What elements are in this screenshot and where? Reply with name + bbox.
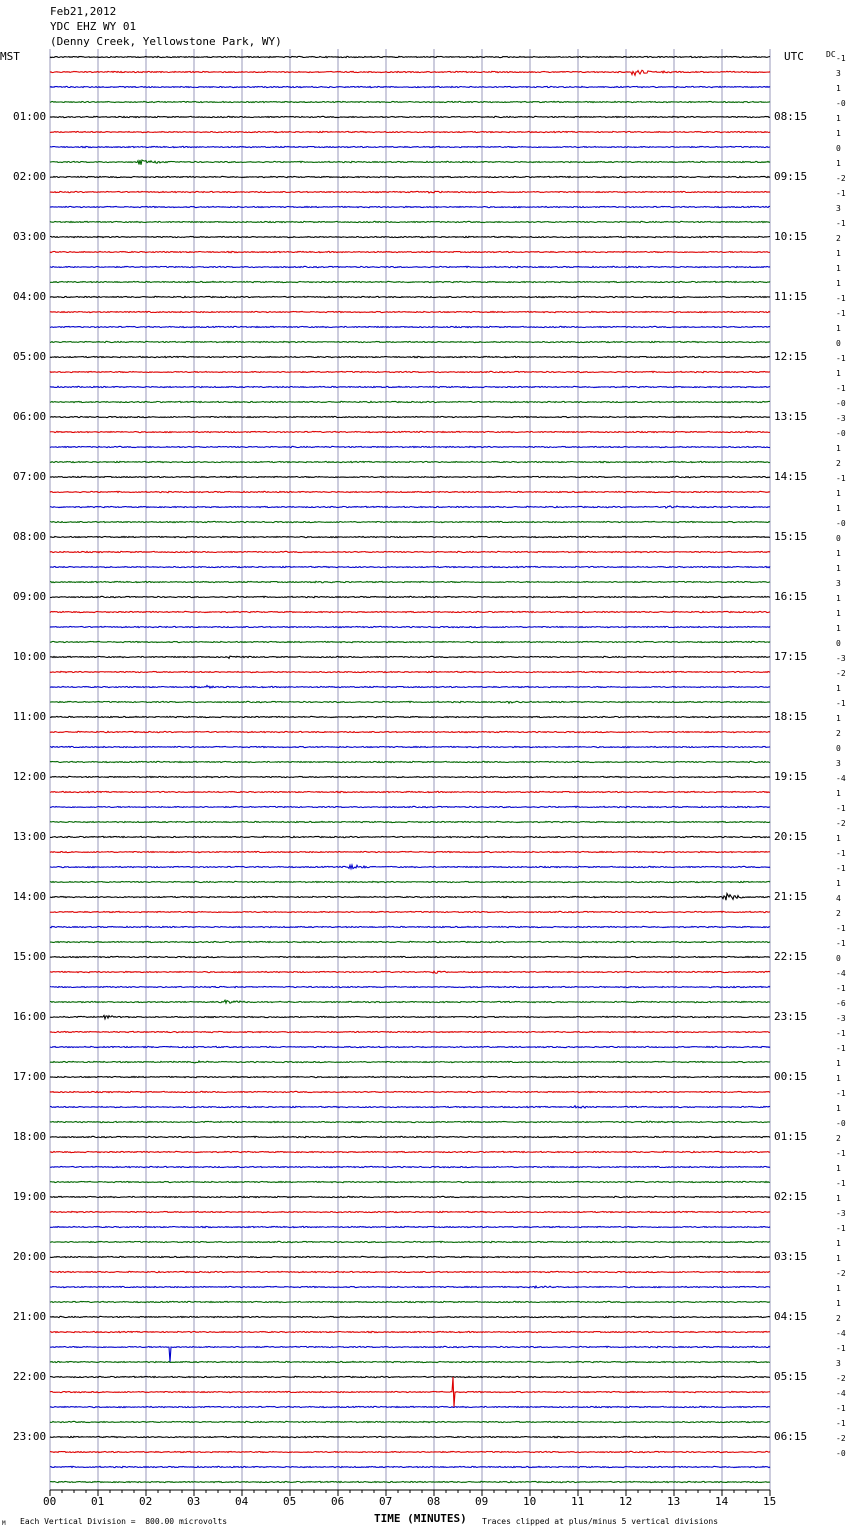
clip-note: Traces clipped at plus/minus 5 vertical divisions	[482, 1517, 719, 1526]
trace-line	[50, 1301, 770, 1302]
x-tick-label: 05	[283, 1495, 297, 1508]
trace-line	[50, 671, 770, 672]
trace-line	[50, 701, 770, 703]
date-label: Feb21,2012	[50, 5, 117, 18]
dc-offset-label: -1	[836, 1404, 846, 1413]
trace-line	[50, 731, 770, 732]
trace-line	[50, 1211, 770, 1212]
utc-hour-label: 08:15	[774, 110, 808, 123]
trace-line	[50, 326, 770, 327]
mst-hour-label: 16:00	[13, 1010, 47, 1023]
dc-offset-label: -1	[836, 864, 846, 873]
trace-line	[50, 1091, 770, 1092]
dc-offset-label: 0	[836, 144, 841, 153]
trace-line	[50, 221, 770, 222]
mst-hour-label: 08:00	[13, 530, 47, 543]
trace-line	[50, 476, 770, 477]
dc-offset-label: -1	[836, 849, 846, 858]
utc-hour-label: 18:15	[774, 710, 808, 723]
utc-hour-label: 13:15	[774, 410, 808, 423]
trace-line	[50, 1256, 770, 1257]
mst-hour-label: 14:00	[13, 890, 47, 903]
trace-line	[50, 746, 770, 747]
dc-offset-label: -2	[836, 1434, 846, 1443]
trace-line	[50, 1046, 770, 1047]
dc-offset-label: -1	[836, 984, 846, 993]
dc-offset-label: -2	[836, 174, 846, 183]
trace-line	[50, 446, 770, 447]
mst-hour-label: 12:00	[13, 770, 47, 783]
dc-offset-label: 4	[836, 894, 841, 903]
trace-line	[50, 611, 770, 612]
dc-offset-label: 1	[836, 84, 841, 93]
dc-offset-label: 1	[836, 444, 841, 453]
mst-hour-label: 09:00	[13, 590, 47, 603]
trace-line	[50, 146, 770, 147]
mst-hour-label: 03:00	[13, 230, 47, 243]
dc-offset-label: -3	[836, 654, 846, 663]
dc-offset-label: -1	[836, 384, 846, 393]
utc-hour-label: 06:15	[774, 1430, 808, 1443]
trace-line	[50, 1121, 770, 1122]
dc-offset-label: 1	[836, 1059, 841, 1068]
trace-line	[50, 251, 770, 252]
utc-hour-label: 17:15	[774, 650, 808, 663]
dc-offset-label: 2	[836, 729, 841, 738]
dc-offset-label: -2	[836, 669, 846, 678]
dc-offset-label: 1	[836, 249, 841, 258]
trace-line	[50, 986, 770, 987]
dc-offset-label: 1	[836, 324, 841, 333]
dc-offset-label: -1	[836, 1224, 846, 1233]
dc-offset-label: 1	[836, 1194, 841, 1203]
trace-line	[50, 1286, 770, 1288]
utc-hour-label: 09:15	[774, 170, 808, 183]
x-tick-label: 01	[91, 1495, 105, 1508]
dc-offset-label: 1	[836, 159, 841, 168]
dc-offset-label: -2	[836, 819, 846, 828]
dc-offset-label: 1	[836, 489, 841, 498]
trace-line	[50, 266, 770, 267]
trace-line	[50, 685, 770, 687]
trace-line	[50, 1346, 770, 1362]
mst-hour-label: 11:00	[13, 710, 47, 723]
dc-offset-label: 1	[836, 684, 841, 693]
dc-offset-label: 2	[836, 909, 841, 918]
dc-offset-label: 2	[836, 1314, 841, 1323]
dc-offset-label: 0	[836, 639, 841, 648]
utc-hour-label: 03:15	[774, 1250, 808, 1263]
trace-line	[50, 1316, 770, 1317]
trace-line	[50, 536, 770, 537]
x-tick-label: 13	[667, 1495, 681, 1508]
dc-offset-label: -0	[836, 429, 846, 438]
dc-axis-title: DC	[826, 50, 836, 59]
dc-offset-label: 1	[836, 789, 841, 798]
dc-offset-label: -0	[836, 1449, 846, 1458]
dc-offset-label: 3	[836, 69, 841, 78]
mst-hour-label: 15:00	[13, 950, 47, 963]
mst-hour-label: 19:00	[13, 1190, 47, 1203]
trace-line	[50, 851, 770, 852]
utc-hour-label: 10:15	[774, 230, 808, 243]
trace-line	[50, 1106, 770, 1108]
dc-offset-label: -1	[836, 474, 846, 483]
trace-line	[50, 1361, 770, 1362]
dc-offset-label: 1	[836, 1164, 841, 1173]
utc-axis-title: UTC	[784, 50, 804, 63]
dc-offset-label: -6	[836, 999, 846, 1008]
trace-line	[50, 581, 770, 582]
mst-hour-label: 21:00	[13, 1310, 47, 1323]
trace-line	[50, 1271, 770, 1272]
trace-line	[50, 236, 770, 237]
x-tick-label: 11	[571, 1495, 585, 1508]
trace-line	[50, 56, 770, 57]
dc-offset-label: -1	[836, 1179, 846, 1188]
trace-line	[50, 281, 770, 282]
trace-line	[50, 865, 770, 869]
trace-line	[50, 1000, 770, 1003]
mst-hour-label: 02:00	[13, 170, 47, 183]
trace-line	[50, 176, 770, 177]
dc-offset-label: 1	[836, 1239, 841, 1248]
dc-offset-label: -3	[836, 1209, 846, 1218]
trace-line	[50, 1377, 770, 1407]
dc-offset-label: 1	[836, 609, 841, 618]
trace-line	[50, 1436, 770, 1437]
dc-offset-label: -3	[836, 1014, 846, 1023]
trace-line	[50, 971, 770, 973]
dc-offset-label: -1	[836, 1089, 846, 1098]
utc-hour-label: 00:15	[774, 1070, 808, 1083]
trace-line	[50, 626, 770, 627]
utc-hour-label: 19:15	[774, 770, 808, 783]
utc-hour-label: 14:15	[774, 470, 808, 483]
trace-line	[50, 1151, 770, 1152]
trace-line	[50, 566, 770, 567]
trace-line	[50, 821, 770, 822]
x-tick-label: 08	[427, 1495, 441, 1508]
trace-line	[50, 1076, 770, 1077]
trace-line	[50, 776, 770, 777]
utc-hour-label: 02:15	[774, 1190, 808, 1203]
dc-offset-label: 1	[836, 129, 841, 138]
trace-line	[50, 1181, 770, 1182]
dc-offset-label: -1	[836, 309, 846, 318]
dc-offset-label: 1	[836, 1074, 841, 1083]
trace-line	[50, 491, 770, 492]
utc-hour-label: 12:15	[774, 350, 808, 363]
trace-line	[50, 941, 770, 942]
dc-offset-label: 1	[836, 879, 841, 888]
dc-offset-label: -1	[836, 1044, 846, 1053]
dc-offset-label: 0	[836, 339, 841, 348]
utc-hour-label: 04:15	[774, 1310, 808, 1323]
dc-offset-label: -4	[836, 1329, 846, 1338]
x-tick-label: 04	[235, 1495, 249, 1508]
dc-offset-label: -1	[836, 54, 846, 63]
trace-line	[50, 101, 770, 102]
dc-offset-label: 0	[836, 534, 841, 543]
dc-offset-label: 2	[836, 1134, 841, 1143]
trace-line	[50, 1421, 770, 1422]
trace-line	[50, 86, 770, 87]
dc-offset-label: -4	[836, 774, 846, 783]
dc-offset-label: -1	[836, 699, 846, 708]
dc-offset-label: 1	[836, 279, 841, 288]
utc-hour-label: 21:15	[774, 890, 808, 903]
location-label: (Denny Creek, Yellowstone Park, WY)	[50, 35, 282, 48]
dc-offset-label: 0	[836, 954, 841, 963]
dc-offset-label: -1	[836, 1149, 846, 1158]
utc-hour-label: 05:15	[774, 1370, 808, 1383]
trace-line	[50, 926, 770, 927]
trace-line	[50, 386, 770, 387]
trace-line	[50, 836, 770, 837]
mst-hour-label: 01:00	[13, 110, 47, 123]
trace-line	[50, 416, 770, 417]
utc-hour-label: 22:15	[774, 950, 808, 963]
dc-offset-label: -1	[836, 804, 846, 813]
dc-offset-label: -1	[836, 1029, 846, 1038]
dc-offset-label: -4	[836, 969, 846, 978]
mst-hour-label: 18:00	[13, 1130, 47, 1143]
dc-offset-label: -0	[836, 519, 846, 528]
dc-offset-label: -0	[836, 1119, 846, 1128]
trace-line	[50, 1136, 770, 1137]
dc-offset-label: 3	[836, 1359, 841, 1368]
trace-line	[50, 911, 770, 912]
trace-line	[50, 596, 770, 597]
trace-line	[50, 1015, 770, 1018]
trace-line	[50, 431, 770, 432]
scale-note: Each Vertical Division = 800.00 microvolts	[20, 1517, 228, 1526]
mst-hour-label: 06:00	[13, 410, 47, 423]
dc-offset-label: 1	[836, 624, 841, 633]
trace-line	[50, 311, 770, 312]
trace-line	[50, 1061, 770, 1063]
x-tick-label: 15	[763, 1495, 777, 1508]
dc-offset-label: -0	[836, 399, 846, 408]
trace-line	[50, 371, 770, 372]
x-tick-label: 00	[43, 1495, 57, 1508]
trace-line	[50, 1226, 770, 1227]
mst-hour-label: 07:00	[13, 470, 47, 483]
trace-line	[50, 641, 770, 642]
trace-line	[50, 1196, 770, 1197]
dc-offset-label: 1	[836, 714, 841, 723]
corner-mark: M	[2, 1520, 6, 1527]
dc-offset-label: -1	[836, 294, 846, 303]
dc-offset-label: 1	[836, 1284, 841, 1293]
utc-hour-label: 20:15	[774, 830, 808, 843]
utc-hour-label: 11:15	[774, 290, 808, 303]
trace-line	[50, 191, 770, 193]
x-tick-label: 06	[331, 1495, 345, 1508]
mst-hour-label: 13:00	[13, 830, 47, 843]
trace-line	[50, 881, 770, 882]
trace-line	[50, 956, 770, 957]
x-tick-label: 07	[379, 1495, 393, 1508]
mst-hour-label: 04:00	[13, 290, 47, 303]
x-tick-label: 09	[475, 1495, 489, 1508]
dc-offset-label: -0	[836, 99, 846, 108]
trace-line	[50, 116, 770, 117]
dc-offset-label: 3	[836, 204, 841, 213]
trace-line	[50, 1166, 770, 1167]
dc-offset-label: 1	[836, 594, 841, 603]
dc-offset-label: 1	[836, 1104, 841, 1113]
dc-offset-label: 1	[836, 114, 841, 123]
dc-offset-label: -2	[836, 1374, 846, 1383]
mst-hour-label: 22:00	[13, 1370, 47, 1383]
dc-offset-label: -4	[836, 1389, 846, 1398]
utc-hour-label: 23:15	[774, 1010, 808, 1023]
dc-offset-label: 1	[836, 1299, 841, 1308]
trace-line	[50, 401, 770, 402]
dc-offset-label: -1	[836, 924, 846, 933]
x-tick-label: 14	[715, 1495, 729, 1508]
dc-offset-label: 1	[836, 369, 841, 378]
x-axis-ticks	[50, 1490, 770, 1496]
utc-hour-label: 15:15	[774, 530, 808, 543]
trace-line	[50, 806, 770, 807]
trace-line	[50, 1451, 770, 1452]
trace-line	[50, 1466, 770, 1467]
dc-offset-label: 1	[836, 549, 841, 558]
x-tick-label: 10	[523, 1495, 537, 1508]
dc-offset-label: 1	[836, 564, 841, 573]
trace-line	[50, 1331, 770, 1332]
seismic-traces	[50, 56, 770, 1482]
dc-offset-label: -1	[836, 219, 846, 228]
dc-offset-label: 3	[836, 759, 841, 768]
dc-offset-label: -1	[836, 939, 846, 948]
utc-hour-label: 16:15	[774, 590, 808, 603]
trace-line	[50, 551, 770, 552]
trace-line	[50, 1241, 770, 1242]
mst-hour-label: 05:00	[13, 350, 47, 363]
trace-line	[50, 1481, 770, 1482]
trace-line	[50, 341, 770, 342]
trace-line	[50, 160, 770, 165]
dc-offset-label: -3	[836, 414, 846, 423]
dc-offset-label: -2	[836, 1269, 846, 1278]
time-gridlines	[50, 49, 770, 1490]
trace-line	[50, 1031, 770, 1032]
dc-offset-label: 0	[836, 744, 841, 753]
dc-offset-label: 1	[836, 264, 841, 273]
trace-line	[50, 894, 770, 901]
trace-line	[50, 296, 770, 297]
trace-line	[50, 716, 770, 717]
trace-line	[50, 206, 770, 207]
dc-offset-label: 2	[836, 234, 841, 243]
dc-offset-label: 3	[836, 579, 841, 588]
x-axis-title: TIME (MINUTES)	[374, 1512, 467, 1525]
trace-line	[50, 1406, 770, 1407]
trace-line	[50, 521, 770, 522]
dc-offset-label: -1	[836, 1344, 846, 1353]
trace-line	[50, 461, 770, 462]
mst-hour-label: 23:00	[13, 1430, 47, 1443]
dc-offset-label: -1	[836, 1419, 846, 1428]
utc-hour-label: 01:15	[774, 1130, 808, 1143]
mst-hour-label: 17:00	[13, 1070, 47, 1083]
dc-offset-label: 1	[836, 834, 841, 843]
dc-offset-label: 1	[836, 504, 841, 513]
trace-line	[50, 70, 770, 75]
trace-line	[50, 356, 770, 357]
trace-line	[50, 131, 770, 132]
dc-offset-label: -1	[836, 354, 846, 363]
dc-offset-label: -1	[836, 189, 846, 198]
mst-axis-title: MST	[0, 50, 20, 63]
trace-line	[50, 791, 770, 792]
dc-offset-label: 1	[836, 1254, 841, 1263]
x-tick-label: 02	[139, 1495, 153, 1508]
trace-line	[50, 1376, 770, 1377]
dc-offset-label: 2	[836, 459, 841, 468]
trace-line	[50, 761, 770, 762]
mst-hour-label: 10:00	[13, 650, 47, 663]
trace-line	[50, 656, 770, 658]
mst-hour-label: 20:00	[13, 1250, 47, 1263]
x-tick-label: 12	[619, 1495, 633, 1508]
trace-line	[50, 506, 770, 508]
station-label: YDC EHZ WY 01	[50, 20, 137, 33]
x-tick-label: 03	[187, 1495, 201, 1508]
